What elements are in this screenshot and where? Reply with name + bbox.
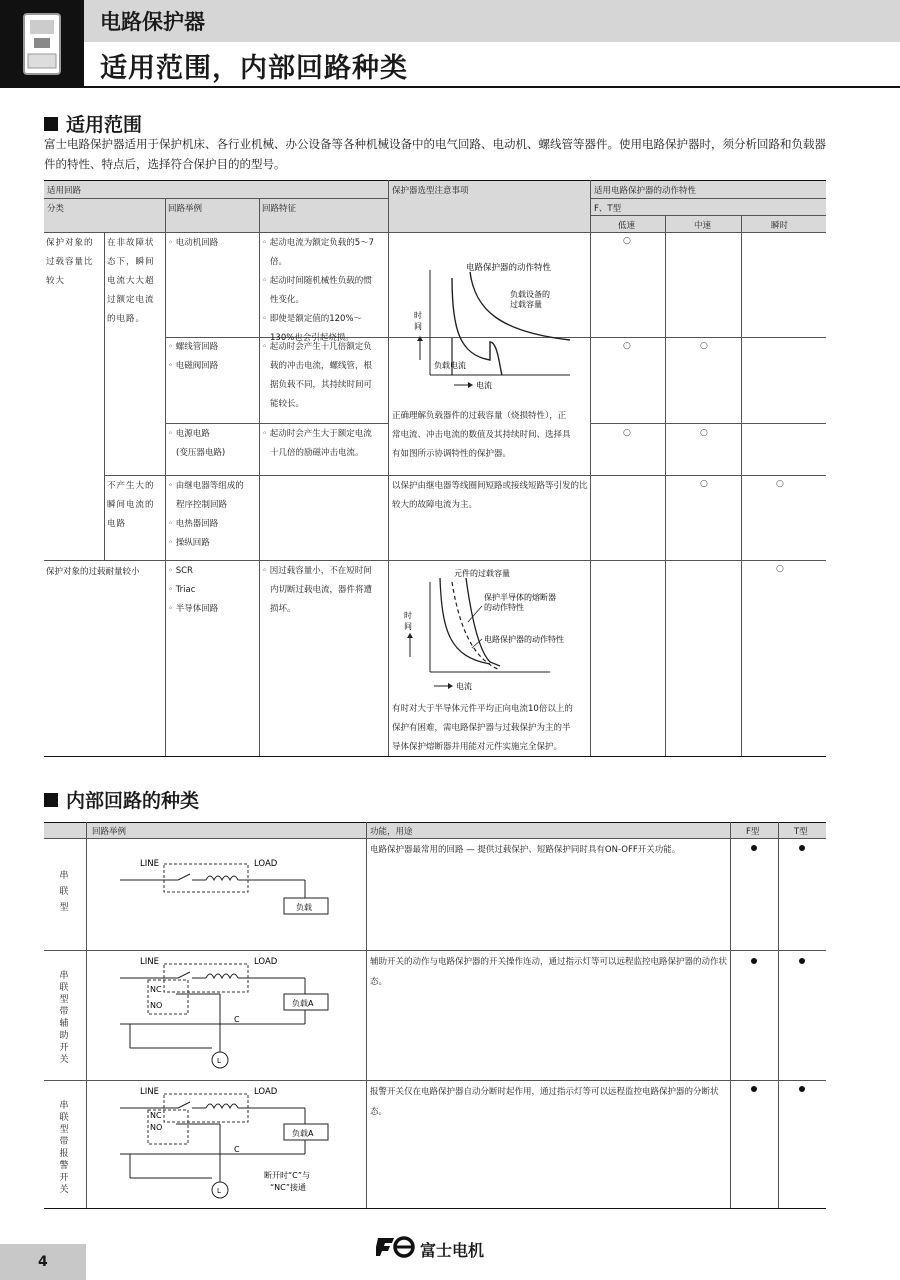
t2-row0-t-dot [799,845,805,851]
t2-row1-t-dot [799,958,805,964]
graph-breaker-characteristic [390,250,590,400]
row2-slow: ○ [623,428,631,438]
section1-heading: 适用范围 [44,110,142,137]
row2-feature: ◦ 起动时会产生大于额定电流 十几倍的励磁冲击电流。 [262,429,372,458]
t2-row2-f-dot [751,1086,757,1092]
th-example: 回路举例 [168,204,203,214]
graph-semiconductor-protection [390,562,590,697]
row1-feature: ◦ 起动时会产生十几倍额定负 载的冲击电流，螺线管，根 据负载不同，其持续时间可 能较长。 [262,342,373,409]
row4-instant: ○ [776,564,784,574]
t2-row0-function: 电路保护器最常用的回路 — 提供过载保护、短路保护同时具有ON-OFF开关功能。 [370,845,681,855]
row2-medium: ○ [700,428,708,438]
g2-capacity: 元件的过载容量 [454,569,510,578]
svg-text:LOAD: LOAD [254,957,278,967]
header-title-small: 电路保护器 [100,10,205,34]
t2h-f: F型 [746,827,760,837]
t2-row0-type: 串 联 型 [59,871,69,913]
svg-text:NC: NC [150,1111,162,1120]
th-feature: 回路特征 [262,204,297,214]
svg-text:LOAD: LOAD [254,859,278,869]
fuji-logo-icon [376,1236,416,1258]
svg-text:LINE: LINE [140,1087,159,1097]
g2-fuse2: 的动作特性 [484,603,524,612]
row0-slow: ○ [623,236,631,246]
row4-example: ◦ SCR ◦ Triac ◦ 半导体回路 [168,566,219,614]
svg-text:C: C [234,1015,240,1024]
svg-text:L: L [217,1057,221,1065]
cat1b: 不产生大的瞬间电流的电路 [107,481,155,529]
section2-heading: 内部回路的种类 [44,786,199,813]
svg-text:NC: NC [150,985,162,994]
th-action: 适用电路保护器的动作特性 [594,186,697,196]
row3-example: ◦ 由继电器等组成的 程序控制回路 ◦ 电热器回路 ◦ 操纵回路 [168,481,244,548]
g2-xaxis: 电流 [456,682,472,691]
diagram-series [120,852,360,932]
th-circuit: 适用回路 [47,186,82,196]
t2h-function: 功能，用途 [370,827,413,837]
svg-text:C: C [234,1145,240,1154]
row4-feature: ◦ 因过载容量小，不在短时间 内切断过载电流，器件将遭 损坏。 [262,566,373,614]
section1-intro: 富士电路保护器适用于保护机床、各行业机械、办公设备等各种机械设备中的电气回路、电动机、螺线管等器件。使用电路保护器时，须分析回路和负载器件的特性、特点后，选择符合保护目的的型号。 [44,137,826,171]
header-title-large: 适用范围，内部回路种类 [100,53,408,84]
t2-row1-f-dot [751,958,757,964]
t2-row2-t-dot [799,1086,805,1092]
t2-row1-type: 串 联 型 带 辅 助 开 关 [59,971,69,1065]
row2-example: ◦ 电源电路 (变压器电路) [168,429,226,458]
cat2: 保护对象的过载耐量较小 [46,567,140,577]
g2-yaxis2: 间 [404,622,412,631]
g2-yaxis: 时 [404,611,412,620]
page-number: 4 [38,1254,48,1270]
g2-breaker: 电路保护器的动作特性 [484,635,564,644]
g2-fuse: 保护半导体的熔断器 [484,593,556,602]
row1-medium: ○ [700,341,708,351]
diagram-series-aux [120,954,360,1074]
t2h-example: 回路举例 [92,827,127,837]
g1-yaxis: 时 [414,311,422,320]
svg-text:负载A: 负载A [292,1129,314,1138]
cat1: 保护对象的过载容量比较大 [46,238,94,286]
svg-text:LINE: LINE [140,859,159,869]
svg-text:L: L [217,1187,221,1195]
t2-row2-function: 报警开关仅在电路保护器自动分断时起作用，通过指示灯等可以远程监控电路保护器的分断状态。 [370,1087,719,1117]
header-icon-box [0,0,84,88]
svg-text:负载A: 负载A [292,999,314,1008]
th-slow: 低速 [618,221,636,231]
svg-text:NO: NO [150,1123,163,1132]
t2-row2-type: 串 联 型 带 报 警 开 关 [59,1101,69,1195]
row1-slow: ○ [623,341,631,351]
g1-load: 负载电流 [434,361,466,370]
svg-text:LINE: LINE [140,957,159,967]
brand-name: 富士电机 [420,1241,485,1260]
note1: 正确理解负载器件的过载容量（烧损特性），正 常电流、冲击电流的数值及其持续时间、选择具 有如图所示协调特性的保护器。 [392,411,571,459]
g1-capacity: 负载设备的 [510,290,550,299]
row0-example: ◦ 电动机回路 [168,238,219,248]
svg-text:NO: NO [150,1001,163,1010]
svg-text:断开时“C”与: 断开时“C”与 [264,1171,311,1180]
row1-example: ◦ 螺线管回路 ◦ 电磁阀回路 [168,342,219,371]
th-ft: F、T型 [594,204,622,214]
th-category: 分类 [47,204,65,214]
header-rule [84,86,900,88]
g1-title: 电路保护器的动作特性 [466,263,552,273]
diagram-series-alarm [120,1084,360,1204]
g1-yaxis2: 间 [414,322,422,331]
note2: 以保护由继电器等线圈间短路或接线短路等引发的比较大的故障电流为主。 [392,481,588,510]
row3-instant: ○ [776,479,784,489]
g1-xaxis: 电流 [476,381,492,390]
svg-text:LOAD: LOAD [254,1087,278,1097]
table2-header-bg [44,822,826,838]
svg-text:“NC”接通: “NC”接通 [270,1183,307,1192]
note3: 有时对大于半导体元件平均正向电流10倍以上的 保护有困难，需电路保护器与过载保护为主的半 导体保护熔断器并用能对元件实施完全保护。 [392,704,573,752]
svg-text:负载: 负载 [296,903,312,912]
t2-row0-f-dot [751,845,757,851]
circuit-breaker-icon [14,8,70,80]
t2h-t: T型 [794,827,808,837]
row3-medium: ○ [700,479,708,489]
th-medium: 中速 [694,221,712,231]
g1-capacity2: 过载容量 [510,300,542,309]
cat1a: 在非故障状态下，瞬间电流大大超过额定电流的电路。 [107,238,155,324]
row0-feature: ◦ 起动电流为额定负载的5～7 倍。 ◦ 起动时间随机械性负载的惯 性变化。 ◦ 即使是额定值的120%～ 130%也会引起烧损。 [262,238,375,343]
t2-row1-function: 辅助开关的动作与电路保护器的开关操作连动，通过指示灯等可以远程监控电路保护器的动作状态。 [370,957,728,987]
th-instant: 瞬时 [771,221,789,231]
th-notes: 保护器选型注意事项 [392,186,469,196]
